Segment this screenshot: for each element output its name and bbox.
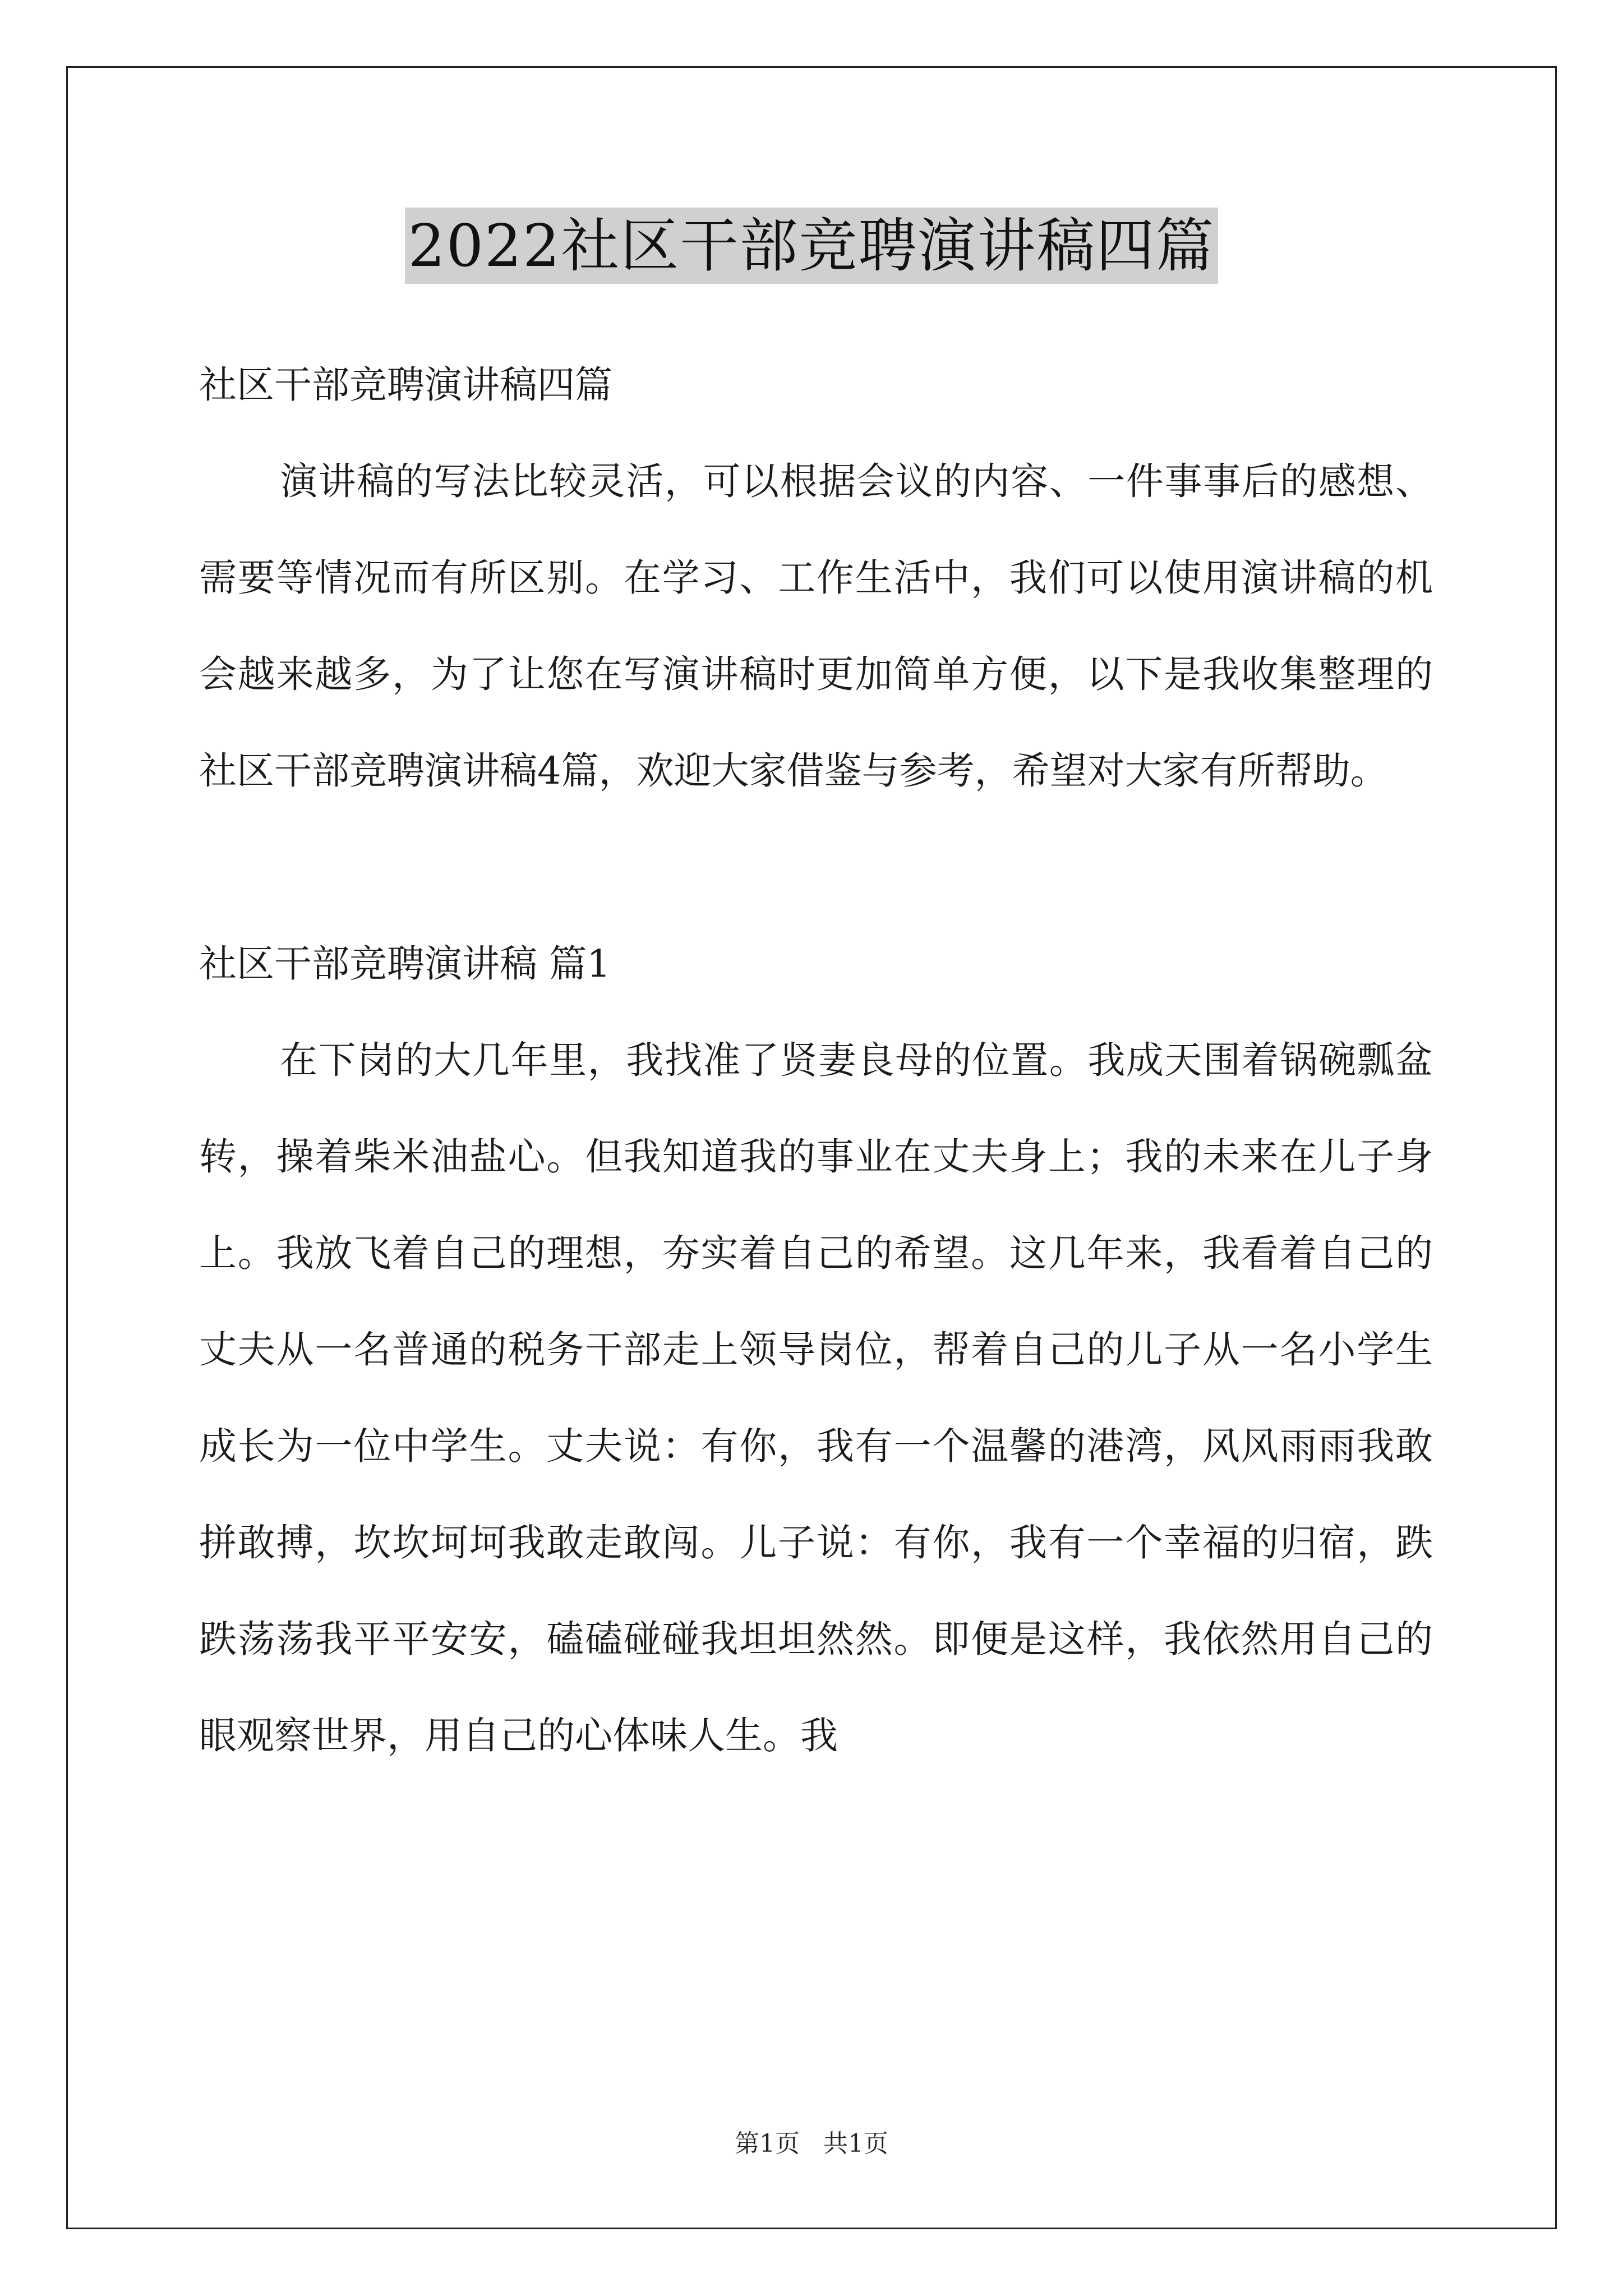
section-heading: 社区干部竞聘演讲稿 篇1 — [199, 942, 611, 986]
document-title: 2022社区干部竞聘演讲稿四篇 — [405, 208, 1219, 284]
section-spacer — [199, 819, 1433, 915]
document-body — [199, 337, 1433, 1784]
section-paragraph: 在下岗的大几年里，我找准了贤妻良母的位置。我成天围着锅碗瓢盆转，操着柴米油盐心。但我知道我的事业在丈夫身上；我的未来在儿子身上。我放飞着自己的理想，夯实着自己的希望。这几年来，我看着自己的丈夫从一名普通的税务干部走上领导岗位，帮着自己的儿子从一名小学生成长为一位中学生。丈夫说：有你，我有一个温馨的港湾，风风雨雨我敢拼敢搏，坎坎坷坷我敢走敢闯。儿子说：有你，我有一个幸福的归宿，跌跌荡荡我平平安安，磕磕碰碰我坦坦然然。即便是这样，我依然用自己的眼观察世界，用自己的心体味人生。我 — [199, 1038, 1433, 1757]
intro-paragraph: 演讲稿的写法比较灵活，可以根据会议的内容、一件事事后的感想、需要等情况而有所区别。在学习、工作生活中，我们可以使用演讲稿的机会越来越多，为了让您在写演讲稿时更加简单方便，以下是我收集整理的社区干部竞聘演讲稿4篇，欢迎大家借鉴与参考，希望对大家有所帮助。 — [199, 459, 1433, 793]
page-footer — [0, 2123, 1623, 2159]
page-total: 共1页 — [823, 2129, 888, 2158]
document-subtitle: 社区干部竞聘演讲稿四篇 — [199, 363, 612, 407]
page-number: 第1页 — [735, 2129, 800, 2158]
title-container — [0, 208, 1623, 284]
